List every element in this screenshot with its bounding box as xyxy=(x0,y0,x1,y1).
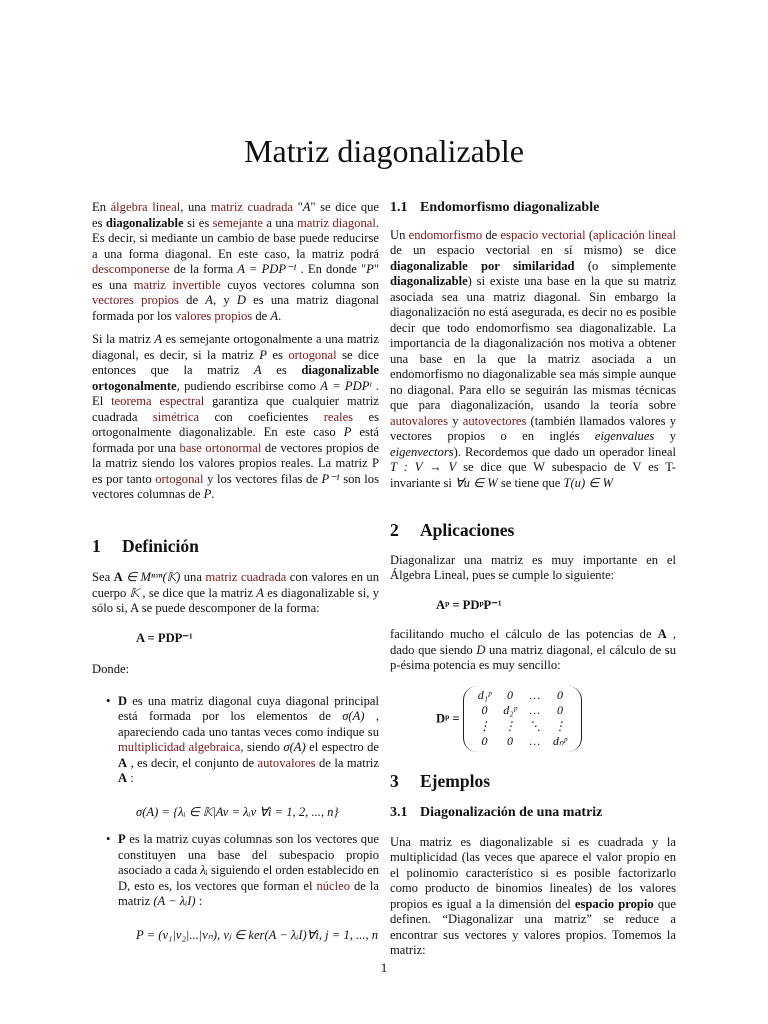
italic-term: eigenvectors xyxy=(390,444,454,459)
wiki-link[interactable]: autovectores xyxy=(462,413,527,428)
wiki-link[interactable]: matriz invertible xyxy=(133,277,221,292)
bold-term: diagonalizable xyxy=(390,274,468,288)
wiki-link[interactable]: autovalores xyxy=(390,413,449,428)
diagonalizacion-paragraph: Una matriz es diagonalizable si es cuadrada y la multiplicidad (las veces que aparece el valor propio en el polinomio característico si es posible factorizarlo como producto de binomios lineales) de los valores propios es igual a la dimensión del espacio propio que definen. “Diagonalizar una matriz” se reduce a encontrar sus vectores y valores propios. Tomemos la matriz: xyxy=(390,834,677,957)
bold-term: A xyxy=(113,570,123,584)
section-title: Definición xyxy=(122,535,199,556)
inline-math: ∈ Mⁿˣⁿ(𝕂) xyxy=(126,570,181,584)
wiki-link[interactable]: teorema espectral xyxy=(111,394,205,408)
left-column xyxy=(92,200,379,951)
section-number: 1.1 xyxy=(390,200,408,215)
wiki-link[interactable]: simétrica xyxy=(152,409,200,424)
wiki-link[interactable]: vectores propios xyxy=(92,293,179,307)
section-title: Endomorfismo diagonalizable xyxy=(420,200,600,215)
matrix-cell: dₙᵖ xyxy=(552,734,568,748)
inline-math: T(u) ∈ W xyxy=(563,475,613,490)
equation-power: Aᵖ = PDᵖP⁻¹ xyxy=(436,597,502,612)
intro-paragraph-2: Si la matriz A es semejante ortogonalmente a una matriz diagonal, es decir, si la matriz P es ortogonal se dice entonces que la matriz A es diagonalizable ortogonalmente, pudiendo escribirse como A = PDPᵗ . El teorema espectral garantiza que cualquier matriz cuadrada simétrica con coeficientes reales es ortogonalmente diagonalizable. En este caso P está formada por una base ortonormal de vectores propios de la matriz siendo los valores propios reales. La matriz P es por tanto ortogonal y los vectores filas de P⁻¹ son los vectores columnas de P. xyxy=(92,332,380,501)
matrix-cell: 0 xyxy=(507,687,514,702)
wiki-link[interactable]: descomponerse xyxy=(92,262,170,276)
matrix-cell: … xyxy=(529,687,541,702)
inline-math: A xyxy=(256,585,264,600)
bold-term: P xyxy=(118,832,126,846)
matrix-cell: ⋮ xyxy=(478,718,491,733)
power-paragraph: facilitando mucho el cálculo de las potencias de A , dado que siendo D una matriz diagonal, el cálculo de su p-ésima potencia es muy sencillo: xyxy=(390,627,676,672)
inline-math: P⁻¹ xyxy=(321,471,340,486)
section-title: Diagonalización de una matriz xyxy=(420,805,603,820)
wiki-link[interactable]: reales xyxy=(323,409,354,424)
matrix-cell: 0 xyxy=(507,734,514,748)
list-item xyxy=(118,832,379,943)
wiki-link[interactable]: ortogonal xyxy=(288,347,337,362)
italic-term: P xyxy=(343,425,352,439)
matrix-cell: 0 xyxy=(556,687,563,702)
wiki-link[interactable]: núcleo xyxy=(316,878,351,893)
wiki-link[interactable]: matriz diagonal xyxy=(296,215,376,230)
section-number: 3 xyxy=(390,770,399,791)
wiki-link[interactable]: matriz cuadrada xyxy=(205,570,287,584)
bold-term: diagonalizable xyxy=(105,215,184,230)
inline-math: ∀u ∈ W xyxy=(455,475,498,490)
inline-math: T : V → V xyxy=(390,460,457,474)
matrix-cell: d₂ᵖ xyxy=(503,703,517,717)
wiki-link[interactable]: valores propios xyxy=(174,308,253,323)
bold-term: diagonalizable ortogonalmente xyxy=(92,363,379,393)
section-number: 3.1 xyxy=(390,805,408,820)
italic-term: A xyxy=(253,363,262,377)
inline-math: λᵢ xyxy=(200,863,208,877)
page-title: Matriz diagonalizable xyxy=(244,133,524,170)
bold-term: A xyxy=(118,771,128,785)
diagonal-matrix xyxy=(463,686,582,752)
section-title: Ejemplos xyxy=(420,770,490,791)
italic-term: eigenvalues xyxy=(594,429,655,443)
italic-term: A xyxy=(270,308,279,323)
section-2-heading xyxy=(390,520,676,540)
italic-term: P xyxy=(366,262,374,276)
matrix-cell: 0 xyxy=(556,703,563,717)
right-column xyxy=(390,200,676,967)
inline-math: (A − λᵢI) xyxy=(153,894,196,908)
bold-term: diagonalizable por similaridad xyxy=(390,258,575,273)
page-number: 1 xyxy=(380,960,388,975)
section-number: 2 xyxy=(390,520,399,540)
equation-p-matrix: P = (v₁|v₂|...|vₙ), vⱼ ∈ ker(A − λᵢI)∀i, j = 1, ..., n xyxy=(136,927,379,942)
matrix-label: Dᵖ = xyxy=(436,710,460,725)
matrix-cell: ⋱ xyxy=(528,718,541,733)
list-item xyxy=(118,694,379,821)
matrix-cell: … xyxy=(529,703,541,717)
equation-a-pdp: A = PDP⁻¹ xyxy=(136,630,193,645)
inline-math: A = PDP⁻¹ xyxy=(237,262,297,276)
matrix-cell: d₁ᵖ xyxy=(477,687,492,702)
matrix-row xyxy=(472,703,573,719)
aplicaciones-paragraph: Diagonalizar una matriz es muy importante en el Álgebra Lineal, pues se cumple lo siguiente: xyxy=(390,552,676,582)
section-1-1-heading xyxy=(390,200,676,216)
section-3-heading xyxy=(390,770,676,791)
italic-term: P xyxy=(203,487,212,501)
wiki-link[interactable]: multiplicidad algebraica xyxy=(118,740,241,754)
bullet-text-p: • P es la matriz cuyas columnas son los vectores que constituyen una base del subespacio propio asociado a cada λᵢ siguiendo el orden establecido en D, esto es, los vectores que forman el núcleo de la matriz (A − λᵢI) : xyxy=(118,832,379,908)
bold-term: A xyxy=(657,627,667,641)
bold-term: D xyxy=(118,693,128,708)
matrix-cell: … xyxy=(529,734,541,748)
section-title: Aplicaciones xyxy=(420,520,515,540)
italic-term: A xyxy=(205,293,213,307)
inline-math: 𝕂 xyxy=(129,585,140,600)
matrix-cell: ⋮ xyxy=(504,718,517,733)
endomorfismo-paragraph: Un endomorfismo de espacio vectorial (aplicación lineal de un espacio vectorial en sí mismo) se dice diagonalizable por similaridad (o simplemente diagonalizable) si existe una base en la que su matriz asociada sea una matriz diagonal. Sin embargo la diagonalización no está asegurada, es decir no es posible decir que todo endomorfismo sea diagonalizable. La importancia de la diagonalización nos motiva a obtener una base en la que la matriz asociada a un endomorfismo no diagonalizable sea más simple aunque no diagonal. Para ello se seguirán las mismas técnicas que para diagonalización, usando la teoría sobre autovalores y autovectores (también llamados valores y vectores propios o en inglés eigenvalues y eigenvectors). Recordemos que dado un operador lineal T : V → V se dice que W subespacio de V es T-invariante si ∀u ∈ W se tiene que T(u) ∈ W xyxy=(390,227,677,490)
matrix-row xyxy=(472,734,573,750)
intro-paragraph-1: En álgebra lineal, una matriz cuadrada "A" se dice que es diagonalizable si es semejante a una matriz diagonal. Es decir, si mediante un cambio de base puede reducirse a una forma diagonal. En este caso, la matriz podrá descomponerse de la forma A = PDP⁻¹ . En donde "P" es una matriz invertible cuyos vectores columna son vectores propios de A, y D es una matriz diagonal formada por los valores propios de A. xyxy=(92,200,380,323)
inline-math: σ(A) xyxy=(342,709,365,723)
matrix-row xyxy=(472,688,573,704)
bullet-text-d: • D es una matriz diagonal cuya diagonal principal está formada por los elementos de σ(A) , apareciendo cada uno tantas veces como indique su multiplicidad algebraica, siendo σ(A) el espectro de A , es decir, el conjunto de autovalores de la matriz A : xyxy=(118,693,380,785)
italic-term: A xyxy=(154,332,163,346)
wiki-link[interactable]: espacio vectorial xyxy=(500,227,586,242)
wiki-link[interactable]: álgebra lineal xyxy=(110,200,181,214)
wiki-link[interactable]: semejante xyxy=(212,215,263,230)
wiki-link[interactable]: matriz cuadrada xyxy=(210,200,293,214)
section-1-heading xyxy=(92,535,379,556)
definition-paragraph: Sea A ∈ Mⁿˣⁿ(𝕂) una matriz cuadrada con valores en un cuerpo 𝕂 , se dice que la matriz A es diagonalizable si, y sólo si, A se puede descomponer de la forma: xyxy=(92,570,380,615)
donde-label: Donde: xyxy=(92,662,130,676)
matrix-cell: ⋮ xyxy=(553,718,566,733)
diagonal-matrix-equation xyxy=(390,686,676,752)
inline-math: A = PDPᵗ xyxy=(320,378,372,393)
matrix-row xyxy=(472,719,573,735)
inline-math: σ(A) xyxy=(283,740,306,754)
wiki-link[interactable]: endomorfismo xyxy=(408,227,483,242)
equation-spectrum: σ(A) = {λᵢ ∈ 𝕂|Av = λᵢv ∀i = 1, 2, ..., n} xyxy=(136,804,339,819)
definition-list xyxy=(92,694,379,944)
wiki-link[interactable]: autovalores xyxy=(257,755,316,770)
section-number: 1 xyxy=(92,535,101,556)
bold-term: A xyxy=(118,755,128,770)
wiki-link[interactable]: aplicación lineal xyxy=(593,227,677,242)
wiki-link[interactable]: ortogonal xyxy=(155,471,204,486)
italic-term: D xyxy=(236,293,246,307)
italic-term: A xyxy=(302,200,311,214)
matrix-cell: 0 xyxy=(481,703,488,717)
italic-term: P xyxy=(259,347,267,362)
wiki-link[interactable]: base ortonormal xyxy=(179,440,262,455)
inline-math: D xyxy=(476,642,486,657)
matrix-cell: 0 xyxy=(481,734,488,748)
bold-term: espacio propio xyxy=(574,896,654,911)
section-3-1-heading xyxy=(390,805,676,821)
